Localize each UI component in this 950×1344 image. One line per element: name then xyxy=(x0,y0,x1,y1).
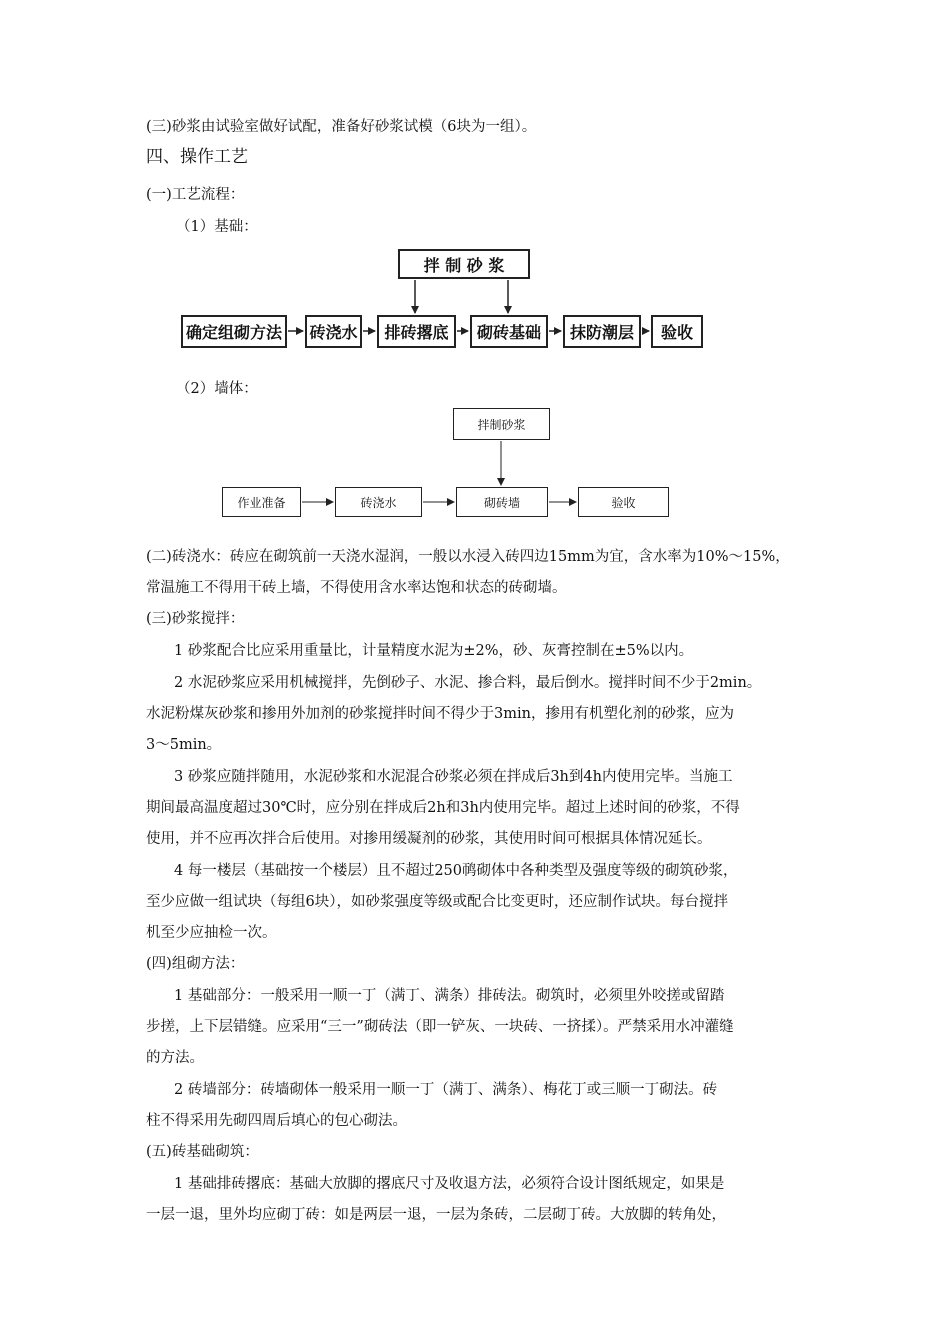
paragraph: 的方法。 xyxy=(146,1050,204,1066)
paragraph: 3 砂浆应随拌随用，水泥砂浆和水泥混合砂浆必须在拌成后3h到4h内使用完毕。当施工 xyxy=(174,769,733,785)
flow-box-step: 排砖撂底 xyxy=(377,315,456,348)
flow-box-step: 抹防潮层 xyxy=(563,315,641,348)
paragraph: 期间最高温度超过30℃时，应分别在拌成后2h和3h内使用完毕。超过上述时间的砂浆，不得 xyxy=(146,800,740,816)
paragraph: 4 每一楼层（基础按一个楼层）且不超过250䴓砌体中各种类型及强度等级的砌筑砂浆， xyxy=(174,863,738,879)
paragraph: 柱不得采用先砌四周后填心的包心砌法。 xyxy=(146,1113,407,1129)
flow-box-mix-mortar: 拌制砂浆 xyxy=(453,408,550,440)
subheading: (五)砖基础砌筑： xyxy=(146,1144,259,1160)
paragraph: 水泥粉煤灰砂浆和掺用外加剂的砂浆搅拌时间不得少于3min，掺用有机塑化剂的砂浆，应为 xyxy=(146,706,734,722)
flow-box-step: 砖浇水 xyxy=(305,315,362,348)
flow-box-step: 确定组砌方法 xyxy=(181,315,287,348)
subheading: (三)砂浆搅拌： xyxy=(146,611,245,627)
paragraph: 1 基础部分：一般采用一顺一丁（满丁、满条）排砖法。砌筑时，必须里外咬搓或留踏 xyxy=(174,988,725,1004)
subheading: （1）基础： xyxy=(176,219,258,235)
paragraph: 至少应做一组试块（每组6块），如砂浆强度等级或配合比变更时，还应制作试块。每台搅拌 xyxy=(146,894,728,910)
flow-box-step: 验收 xyxy=(651,315,703,348)
paragraph: 1 砂浆配合比应采用重量比，计量精度水泥为±2%，砂、灰膏控制在±5%以内。 xyxy=(174,643,694,659)
paragraph: 1 基础排砖撂底：基础大放脚的撂底尺寸及收退方法，必须符合设计图纸规定，如果是 xyxy=(174,1176,725,1192)
section-heading: 四、操作工艺 xyxy=(146,147,248,167)
subheading: （2）墙体： xyxy=(176,381,258,397)
paragraph: (三)砂浆由试验室做好试配，准备好砂浆试模（6块为一组）。 xyxy=(146,119,537,135)
flow-box-mix-mortar: 拌 制 砂 浆 xyxy=(398,249,530,279)
flowchart-arrows xyxy=(0,0,950,600)
flow-box-step: 砖浇水 xyxy=(335,487,422,517)
paragraph: (二)砖浇水：砖应在砌筑前一天浇水湿润，一般以水浸入砖四边15mm为宜，含水率为10%～15%， xyxy=(146,549,790,565)
paragraph: 常温施工不得用干砖上墙，不得使用含水率达饱和状态的砖砌墙。 xyxy=(146,580,567,596)
paragraph: 3～5min。 xyxy=(146,737,222,753)
subheading: (四)组砌方法： xyxy=(146,956,245,972)
paragraph: 机至少应抽检一次。 xyxy=(146,925,277,941)
paragraph: 2 水泥砂浆应采用机械搅拌，先倒砂子、水泥、掺合料，最后倒水。搅拌时间不少于2min。 xyxy=(174,675,762,691)
flow-box-step: 验收 xyxy=(578,487,669,517)
flow-box-step: 砌砖基础 xyxy=(470,315,548,348)
paragraph: 一层一退，里外均应砌丁砖：如是两层一退，一层为条砖，二层砌丁砖。大放脚的转角处， xyxy=(146,1207,726,1223)
paragraph: 使用，并不应再次拌合后使用。对掺用缓凝剂的砂浆，其使用时间可根据具体情况延长。 xyxy=(146,831,712,847)
paragraph: 2 砖墙部分：砖墙砌体一般采用一顺一丁（满丁、满条）、梅花丁或三顺一丁砌法。砖 xyxy=(174,1082,718,1098)
subheading: (一)工艺流程： xyxy=(146,187,245,203)
flow-box-step: 作业准备 xyxy=(222,487,301,517)
flow-box-step: 砌砖墙 xyxy=(456,487,548,517)
paragraph: 步搓，上下层错缝。应采用“三一”砌砖法（即一铲灰、一块砖、一挤揉）。严禁采用水冲灌缝 xyxy=(146,1019,734,1035)
